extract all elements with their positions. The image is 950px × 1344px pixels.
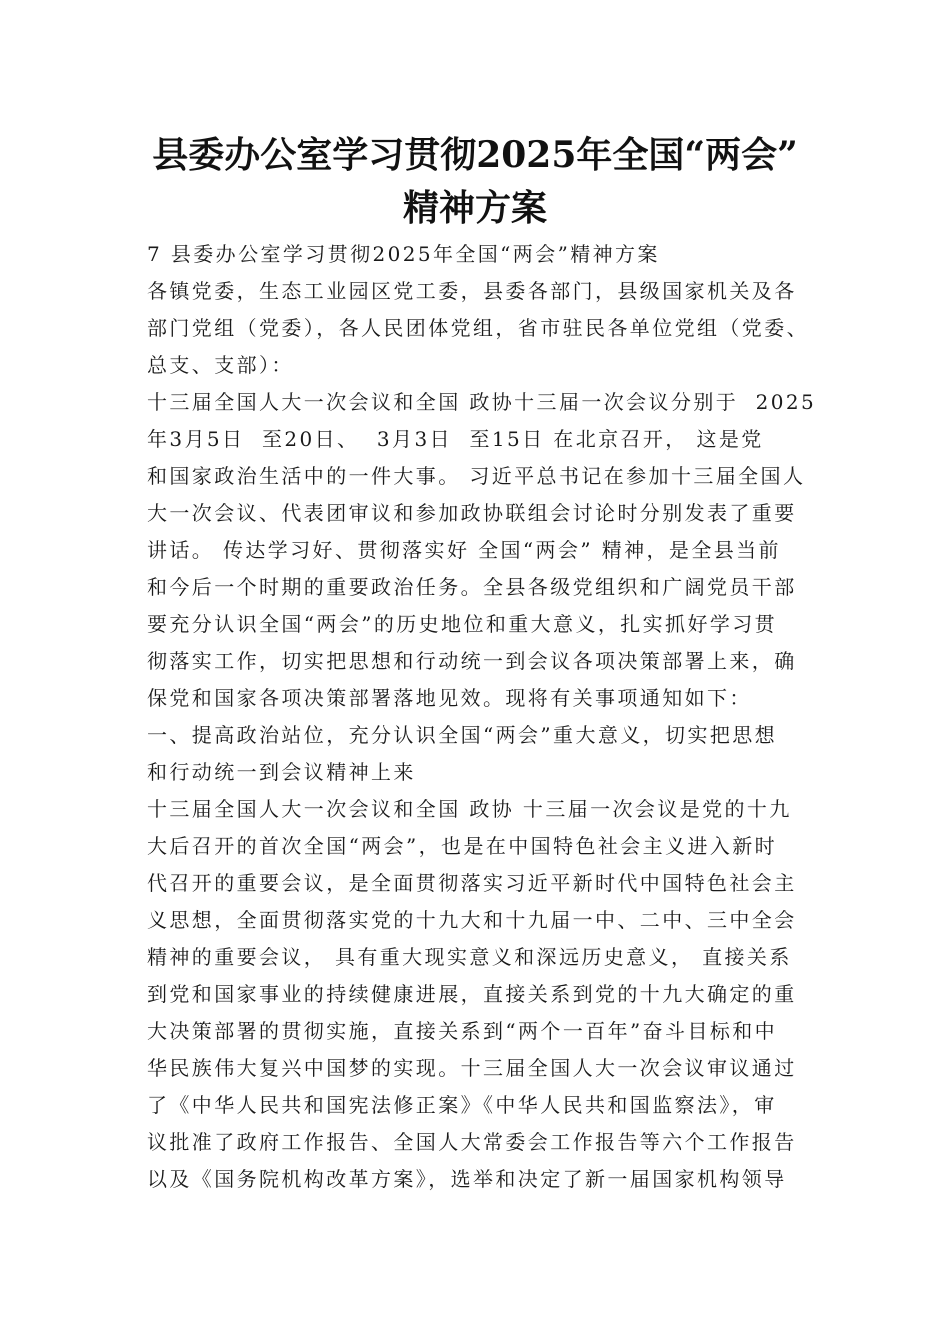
body-line: 7 县委办公室学习贯彻2025年全国“两会”精神方案 — [147, 242, 660, 266]
body-line: 代召开的重要会议，是全面贯彻落实习近平新时代中国特色社会主 — [147, 871, 797, 895]
body-line: 大一次会议、代表团审议和参加政协联组会讨论时分别发表了重要 — [147, 501, 797, 525]
body-line: 部门党组（党委），各人民团体党组，省市驻民各单位党组（党委、 — [147, 316, 809, 340]
body-line: 义思想，全面贯彻落实党的十九大和十九届一中、二中、三中全会 — [147, 908, 797, 932]
body-line: 大后召开的首次全国“两会”，也是在中国特色社会主义进入新时 — [147, 834, 778, 858]
body-line: 年3月5日 至20日、 3月3日 至15日 在北京召开， 这是党 — [147, 427, 764, 451]
body-line: 一、提高政治站位，充分认识全国“两会”重大意义，切实把思想 — [147, 723, 778, 747]
body-line: 保党和国家各项决策部署落地见效。现将有关事项通知如下： — [147, 686, 752, 710]
document-title-line-1: 县委办公室学习贯彻2025年全国“两会” — [152, 134, 798, 176]
body-line: 十三届全国人大一次会议和全国 政协十三届一次会议分别于 2025 — [147, 390, 817, 414]
body-line: 大决策部署的贯彻实施，直接关系到“两个一百年”奋斗目标和中 — [147, 1019, 778, 1043]
body-line: 以及《国务院机构改革方案》，选举和决定了新一届国家机构领导 — [147, 1167, 787, 1191]
body-line: 讲话。 传达学习好、贯彻落实好 全国“两会” 精神，是全县当前 — [147, 538, 781, 562]
body-line: 华民族伟大复兴中国梦的实现。十三届全国人大一次会议审议通过 — [147, 1056, 797, 1080]
body-line: 议批准了政府工作报告、全国人大常委会工作报告等六个工作报告 — [147, 1130, 797, 1154]
body-line: 精神的重要会议， 具有重大现实意义和深远历史意义， 直接关系 — [147, 945, 792, 969]
body-line: 和今后一个时期的重要政治任务。全县各级党组织和广阔党员干部 — [147, 575, 797, 599]
body-line: 了《中华人民共和国宪法修正案》《中华人民共和国监察法》，审 — [147, 1093, 777, 1117]
body-line: 总支、支部）： — [147, 353, 294, 377]
body-line: 十三届全国人大一次会议和全国 政协 十三届一次会议是党的十九 — [147, 797, 792, 821]
body-line: 到党和国家事业的持续健康进展，直接关系到党的十九大确定的重 — [147, 982, 797, 1006]
body-line: 各镇党委，生态工业园区党工委，县委各部门，县级国家机关及各 — [147, 279, 797, 303]
document-title-line-2: 精神方案 — [402, 187, 547, 229]
body-line: 和国家政治生活中的一件大事。 习近平总书记在参加十三届全国人 — [147, 464, 806, 488]
body-line: 彻落实工作，切实把思想和行动统一到会议各项决策部署上来，确 — [147, 649, 797, 673]
body-line: 和行动统一到会议精神上来 — [147, 760, 416, 784]
body-line: 要充分认识全国“两会”的历史地位和重大意义，扎实抓好学习贯 — [147, 612, 778, 636]
